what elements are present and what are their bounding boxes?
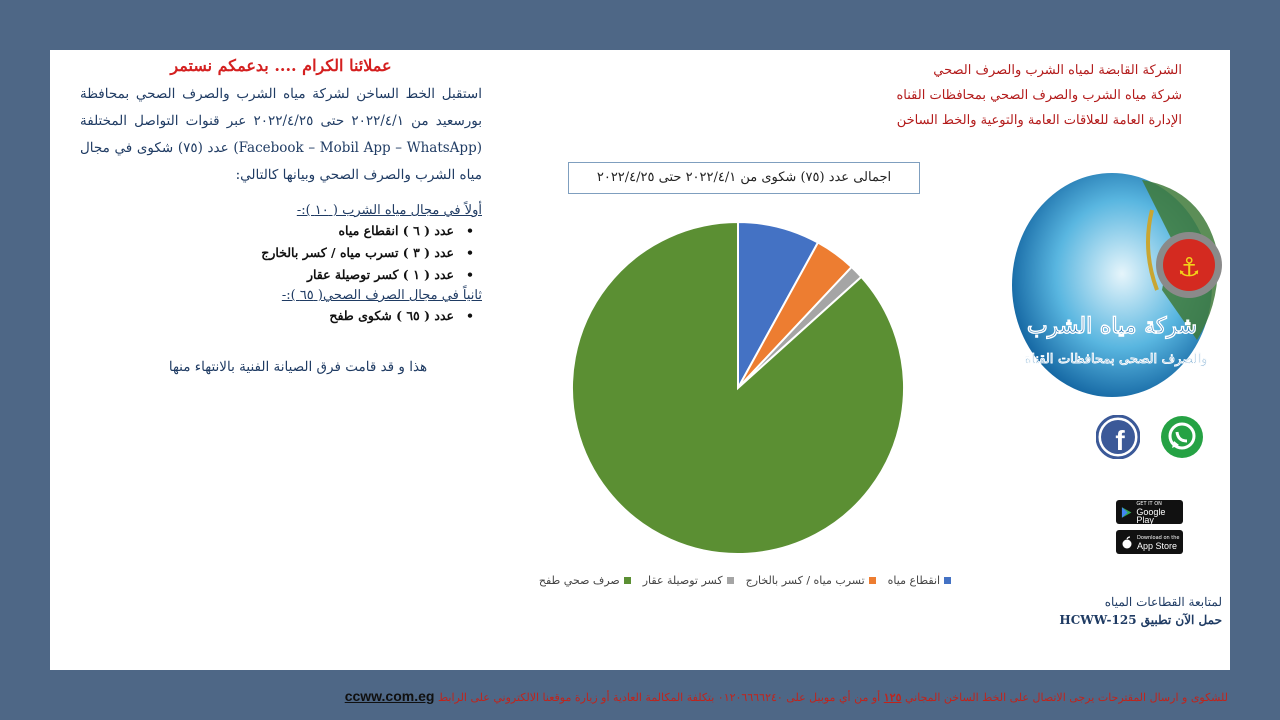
chart-title: اجمالى عدد (٧٥) شكوى من ٢٠٢٢/٤/١ حتى ٢٠٢٢/٤/٢٥ [568, 162, 920, 194]
app-store-small-text: Download on the [1137, 535, 1180, 541]
logo-text-line-2: والصرف الصحى بمحافظات القناة [1024, 352, 1208, 367]
legend-label: صرف صحي طفح [538, 573, 620, 587]
slide [50, 50, 1230, 670]
announcement-panel [80, 54, 482, 375]
list-item: • عدد ( ٣ ) تسرب مياه / كسر بالخارج [80, 242, 454, 264]
google-play-small-text: GET IT ON [1136, 501, 1162, 507]
logo-anchor-icon: ⚓ [1177, 253, 1201, 283]
facebook-icon[interactable] [1096, 415, 1140, 459]
list-item: • عدد ( ٦ ) انقطاع مياه [80, 220, 454, 242]
intro-paragraph: استقبل الخط الساخن لشركة مياه الشرب والصرف الصحي بمحافظة بورسعيد من ٢٠٢٢/٤/١ حتى ٢٠٢٢/٤/٢٥ عبر قنوات التواصل المختلفة (Facebook – Mobil App – WhatsApp) عدد (٧٥) شكوى في مجال مياه الشرب والصرف الصحي وبيانها كالتالي: [80, 86, 483, 183]
list-item: • عدد ( ١ ) كسر توصيلة عقار [80, 264, 454, 286]
whatsapp-icon[interactable] [1160, 415, 1204, 459]
org-line-2: شركة مياه الشرب والصرف الصحي بمحافظات القناه [896, 88, 1182, 103]
svg-text:f: f [1115, 425, 1125, 456]
headline: عملائنا الكرام .... بدعمكم نستمر [170, 56, 392, 75]
apple-icon [1121, 536, 1133, 549]
app-store-label: App Store [1137, 541, 1178, 551]
google-play-label: Google Play [1136, 507, 1166, 525]
footer-bar [0, 684, 1280, 708]
org-line-1: الشركة القابضة لمياه الشرب والصرف الصحي [933, 63, 1182, 78]
sewage-complaints-list [80, 305, 482, 327]
app-note [1059, 593, 1222, 629]
logo-text-line-1: شركة مياه الشرب [1026, 313, 1198, 339]
organization-header [822, 58, 1182, 133]
legend-swatch [624, 577, 631, 584]
google-play-icon [1121, 506, 1132, 519]
hotline-number: ١٢٥ [883, 691, 902, 704]
footer-text-2: أو من أي موبيل على ٠١٢٠٦٦٦٦٢٤٠ بتكلفة المكالمة العادية أو زيارة موقعنا الالكتروني على الرابط [437, 691, 881, 704]
pie-chart [568, 218, 908, 558]
company-logo [992, 170, 1222, 410]
closing-note: هذا و قد قامت فرق الصيانة الفنية بالانتهاء منها [168, 359, 428, 375]
footer-text-1: للشكوى و ارسال المقترحات يرجى الاتصال على الخط الساخن المجاني [904, 691, 1228, 704]
legend-item [746, 574, 876, 587]
section-title-sewage: ثانياً في مجال الصرف الصحي( ٦٥ ):- [281, 288, 482, 303]
org-line-3: الإدارة العامة للعلاقات العامة والتوعية والخط الساخن [896, 113, 1182, 128]
section-title-water: أولاً في مجال مياه الشرب ( ١٠ ):- [296, 203, 482, 218]
legend-item [888, 574, 951, 587]
list-item: • عدد ( ٦٥ ) شكوى طفح [80, 305, 454, 327]
legend-label: تسرب مياه / كسر بالخارج [745, 573, 865, 587]
legend-label: انقطاع مياه [887, 573, 941, 587]
legend-swatch [944, 577, 951, 584]
app-store-button[interactable] [1116, 530, 1183, 554]
legend-swatch [869, 577, 876, 584]
water-complaints-list [80, 220, 482, 286]
legend-label: كسر توصيلة عقار [642, 573, 723, 587]
google-play-button[interactable] [1116, 500, 1183, 524]
app-note-line-1: لمتابعة القطاعات المياه [1104, 595, 1222, 609]
legend-item [643, 574, 734, 587]
legend-swatch [727, 577, 734, 584]
chart-legend [510, 570, 980, 590]
app-note-line-2: حمل الآن تطبيق HCWW-125 [1059, 613, 1222, 627]
legend-item [539, 574, 631, 587]
website-link[interactable]: ccww.com.eg [344, 688, 435, 704]
